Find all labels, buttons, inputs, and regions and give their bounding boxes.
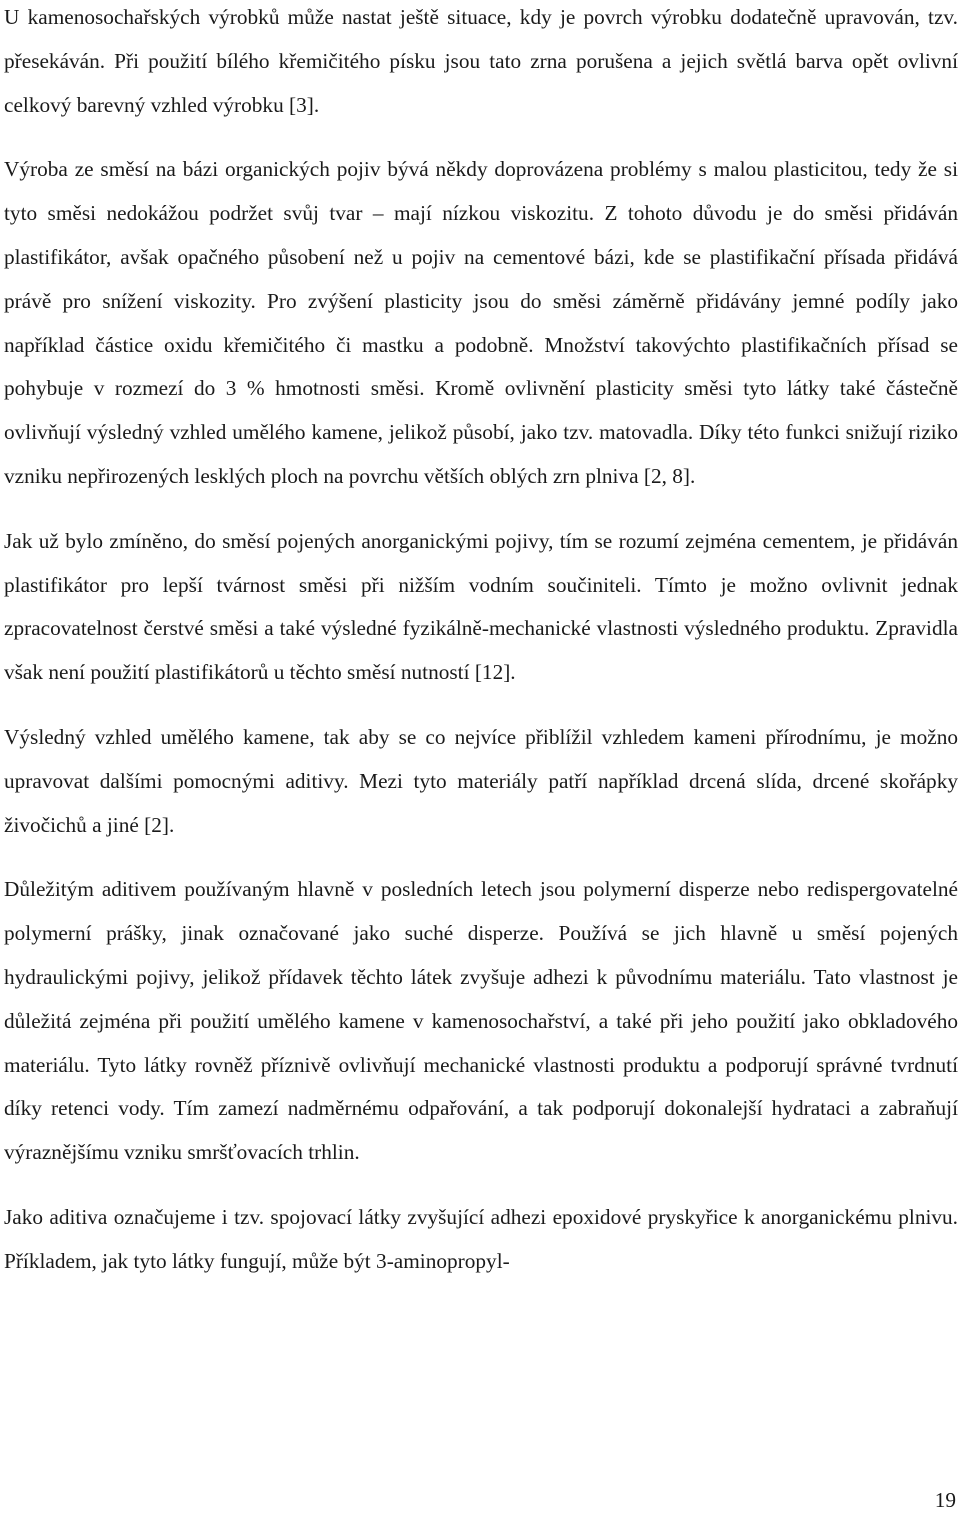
paragraph-appearance-additives: Výsledný vzhled umělého kamene, tak aby se co nejvíce přiblížil vzhledem kameni přírodnímu, je možno upravovat dalšími pomocnými aditivy. Mezi tyto materiály patří například drcená slída, drcené skořápky živočichů a jiné [2]. <box>4 724 958 837</box>
paragraph-artificial-stone-surface: U kamenosochařských výrobků může nastat ještě situace, kdy je povrch výrobku dodatečně upravován, tzv. přesekáván. Při použití bílého křemičitého písku jsou tato zrna porušena a jejich světlá barva opět ovlivní celkový barevný vzhled výrobku [3]. <box>4 5 958 117</box>
paragraph-polymer-dispersions: Důležitým aditivem používaným hlavně v posledních letech jsou polymerní disperze nebo redispergovatelné polymerní prášky, jinak označované jako suché disperze. Používá se jich hlavně u směsí pojených hydraulickými pojivy, jelikož přídavek těchto látek zvyšuje adhezi k původnímu materiálu. Tato vlastnost je důležitá zejména při použití umělého kamene v kamenosochařství, a také při jeho použití jako obkladového materiálu. Tyto látky rovněž příznivě ovlivňují mechanické vlastnosti produktu a podporují správné tvrdnutí díky retenci vody. Tím zamezí nadměrnému odpařování, a tak podporují dokonalejší hydrataci a zabraňují výraznějšímu vzniku smršťovacích trhlin. <box>4 877 958 1165</box>
paragraph-organic-binders-plasticity: Výroba ze směsí na bázi organických pojiv bývá někdy doprovázena problémy s malou plasticitou, tedy že si tyto směsi nedokážou podržet svůj tvar – mají nízkou viskozitu. Z tohoto důvodu je do směsi přidáván plastifikátor, avšak opačného působení než u pojiv na cementové bázi, kde se plastifikační přísada přidává právě pro snížení viskozity. Pro zvýšení plasticity jsou do směsi záměrně přidávány jemné podíly jako například částice oxidu křemičitého či mastku a podobně. Množství takovýchto plastifikačních přísad se pohybuje v rozmezí do 3 % hmotnosti směsi. Kromě ovlivnění plasticity směsi tyto látky také částečně ovlivňují výsledný vzhled umělého kamene, jelikož působí, jako tzv. matovadla. Díky této funkci snižují riziko vzniku nepřirozených lesklých ploch na povrchu větších oblých zrn plniva [2, 8]. <box>4 157 958 488</box>
page-number: 19 <box>934 1488 956 1512</box>
document-page <box>4 0 958 1284</box>
paragraph-coupling-agents: Jako aditiva označujeme i tzv. spojovací látky zvyšující adhezi epoxidové pryskyřice k anorganickému plnivu. Příkladem, jak tyto látky fungují, může být 3-aminopropyl- <box>4 1204 958 1273</box>
paragraph-inorganic-binders-plasticizer: Jak už bylo zmíněno, do směsí pojených anorganickými pojivy, tím se rozumí zejména cementem, je přidáván plastifikátor pro lepší tvárnost směsi při nižším vodním součiniteli. Tímto je možno ovlivnit jednak zpracovatelnost čerstvé směsi a také výsledné fyzikálně-mechanické vlastnosti výsledného produktu. Zpravidla však není použití plastifikátorů u těchto směsí nutností [12]. <box>4 528 958 685</box>
